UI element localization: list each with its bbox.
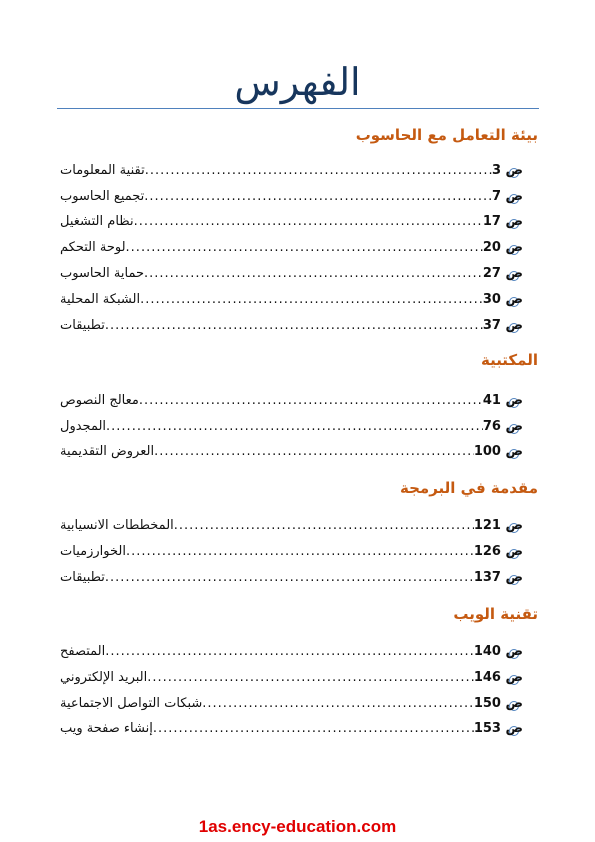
dot-leader (105, 643, 474, 661)
toc-entry[interactable] (60, 567, 523, 587)
dot-leader (140, 291, 483, 309)
dot-leader (105, 569, 474, 587)
entry-page: ص 150 (473, 696, 523, 711)
toc-entry[interactable] (60, 390, 523, 410)
entry-page: ص 41 (482, 393, 523, 408)
toc-entry[interactable] (60, 718, 523, 738)
toc-entry[interactable] (60, 211, 523, 231)
toc-entry[interactable] (60, 237, 523, 257)
toc-entry[interactable] (60, 641, 523, 661)
entry-title: تقنية المعلومات (60, 163, 145, 178)
dot-leader (153, 720, 474, 738)
entry-page: ص 146 (473, 670, 523, 685)
dot-leader (106, 418, 483, 436)
toc-entry[interactable] (60, 263, 523, 283)
toc-entry[interactable] (60, 515, 523, 535)
toc-entry[interactable] (60, 289, 523, 309)
dot-leader (126, 239, 483, 257)
entry-page: ص 100 (473, 444, 523, 459)
dot-leader (126, 543, 474, 561)
entry-page: ص 37 (482, 318, 523, 333)
dot-leader (202, 695, 474, 713)
section-heading: مقدمة في البرمجة (400, 479, 538, 497)
entry-title: لوحة التحكم (60, 240, 126, 255)
dot-leader (154, 443, 474, 461)
entry-title: تجميع الحاسوب (60, 189, 145, 204)
dot-leader (147, 669, 474, 687)
entry-page: ص 3 (491, 163, 523, 178)
entry-title: تطبيقات (60, 318, 105, 333)
entry-title: المخططات الانسيابية (60, 518, 174, 533)
dot-leader (144, 188, 492, 206)
entry-title: المجدول (60, 419, 107, 434)
entry-title: شبكات التواصل الاجتماعية (60, 696, 203, 711)
toc-entry[interactable] (60, 416, 523, 436)
dot-leader (145, 162, 492, 180)
entry-title: العروض التقديمية (60, 444, 155, 459)
entry-title: المتصفح (60, 644, 106, 659)
toc-entry[interactable] (60, 541, 523, 561)
entry-page: ص 137 (473, 570, 523, 585)
toc-entry[interactable] (60, 160, 523, 180)
entry-title: البريد الإلكتروني (60, 670, 148, 685)
toc-entry[interactable] (60, 315, 523, 335)
dot-leader (134, 213, 483, 231)
title-divider (57, 108, 539, 109)
entry-page: ص 153 (473, 721, 523, 736)
section-heading: المكتبية (480, 351, 538, 369)
entry-page: ص 27 (482, 266, 523, 281)
toc-entry[interactable] (60, 441, 523, 461)
page-title: الفهرس (234, 60, 361, 104)
dot-leader (144, 265, 483, 283)
section-heading: تقنية الويب (453, 605, 538, 623)
entry-page: ص 140 (473, 644, 523, 659)
entry-page: ص 30 (482, 292, 523, 307)
entry-page: ص 7 (491, 189, 523, 204)
entry-page: ص 121 (473, 518, 523, 533)
entry-page: ص 126 (473, 544, 523, 559)
entry-page: ص 17 (482, 214, 523, 229)
toc-entry[interactable] (60, 693, 523, 713)
entry-title: معالج النصوص (60, 393, 139, 408)
section-heading: بيئة التعامل مع الحاسوب (355, 126, 538, 144)
dot-leader (139, 392, 483, 410)
footer-url[interactable]: 1as.ency-education.com (198, 817, 397, 836)
entry-page: ص 76 (482, 419, 523, 434)
dot-leader (105, 317, 483, 335)
dot-leader (174, 517, 474, 535)
entry-title: تطبيقات (60, 570, 105, 585)
entry-title: الخوارزميات (60, 544, 126, 559)
toc-entry[interactable] (60, 667, 523, 687)
entry-title: حماية الحاسوب (60, 266, 145, 281)
entry-title: إنشاء صفحة ويب (60, 721, 153, 736)
toc-entry[interactable] (60, 186, 523, 206)
entry-title: الشبكة المحلية (60, 292, 141, 307)
entry-title: نظام التشغيل (60, 214, 134, 229)
entry-page: ص 20 (482, 240, 523, 255)
